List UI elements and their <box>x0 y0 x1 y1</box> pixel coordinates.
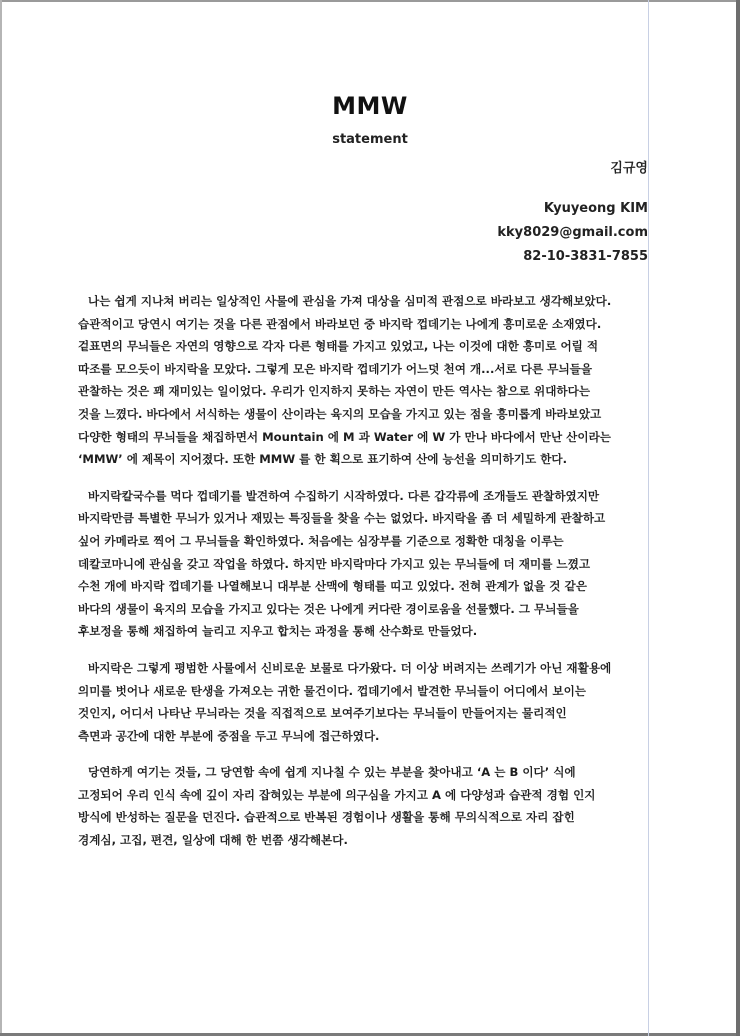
paragraph-line: 습관적이고 당연시 여기는 것을 다른 관점에서 바라보던 중 바지락 껍데기는 나에게 흥미로운 소재였다. <box>78 316 602 331</box>
paragraph-line: 후보정을 통해 채집하여 늘리고 지우고 합치는 과정을 통해 산수화로 만들었다. <box>78 624 478 639</box>
paragraph-line: 싶어 카메라로 찍어 그 무늬들을 확인하였다. 처음에는 심장부를 기준으로 정확한 대칭을 이루는 <box>78 533 564 548</box>
author-info <box>497 162 648 274</box>
paragraph-line: 측면과 공간에 대한 부분에 중점을 두고 무늬에 접근하였다. <box>78 728 380 743</box>
paragraph-line: 당연하게 여기는 것들, 그 당연함 속에 쉽게 지나칠 수 있는 부분을 찾아내고 ‘A 는 B 이다’ 식에 <box>88 765 576 780</box>
statement-paragraph <box>78 761 658 851</box>
paragraph-line: 다양한 형태의 무늬들을 채집하면서 Mountain 에 M 과 Water 에 W 가 만나 바다에서 만난 산이라는 <box>78 429 611 444</box>
paragraph-line: 고정되어 우리 인식 속에 깊이 자리 잡혀있는 부분에 의구심을 가지고 A 에 다양성과 습관적 경험 인지 <box>78 787 596 802</box>
paragraph-line: 나는 쉽게 지나쳐 버리는 일상적인 사물에 관심을 가져 대상을 심미적 관점으로 바라보고 생각해보았다. <box>88 294 612 308</box>
statement-paragraph <box>78 290 658 471</box>
paragraph-line: 바지락칼국수를 먹다 껍데기를 발견하여 수집하기 시작하였다. 다른 갑각류에 조개들도 관찰하였지만 <box>88 488 600 503</box>
paragraph-line: 따조를 모으듯이 바지락을 모았다. 그렇게 모은 바지락 껍데기가 어느덧 천여 개...서로 다른 무늬들을 <box>78 361 593 376</box>
page-edge-top <box>0 0 740 2</box>
statement-paragraph <box>78 485 658 643</box>
paragraph-line: 바지락은 그렇게 평범한 사물에서 신비로운 보물로 다가왔다. 더 이상 버려지는 쓰레기가 아닌 재활용에 <box>88 660 612 675</box>
paragraph-line: 경계심, 고집, 편견, 일상에 대해 한 번쯤 생각해본다. <box>78 833 348 848</box>
paragraph-line: 것을 느꼈다. 바다에서 서식하는 생물이 산이라는 육지의 모습을 가지고 있는 점을 흥미롭게 바라보았고 <box>78 406 602 421</box>
paragraph-line: 방식에 반성하는 질문을 던진다. 습관적으로 반복된 경험이나 생활을 통해 무의식적으로 자리 잡힌 <box>78 810 575 825</box>
paragraph-line: 겉표면의 무늬들은 자연의 영향으로 각자 다른 형태를 가지고 있었고, 나는 이것에 대한 흥미로 어릴 적 <box>78 339 599 354</box>
statement-body <box>78 290 658 866</box>
author-phone: 82-10-3831-7855 <box>523 249 648 264</box>
document-title: MMW <box>332 92 408 120</box>
paragraph-line: 수천 개에 바지락 껍데기를 나열해보니 대부분 산맥에 형태를 띠고 있었다. 전혀 관계가 없을 것 같은 <box>78 579 587 594</box>
paragraph-line: 데칼코마니에 관심을 갖고 작업을 하였다. 하지만 바지락마다 가지고 있는 무늬들에 더 재미를 느꼈고 <box>78 556 591 571</box>
paragraph-line: 것인지, 어디서 나타난 무늬라는 것을 직접적으로 보여주기보다는 무늬들이 만들어지는 물리적인 <box>78 706 567 721</box>
page-edge-right <box>736 0 740 1036</box>
paragraph-line: 바지락만큼 특별한 무늬가 있거나 재밌는 특징들을 찾을 수는 없었다. 바지락을 좀 더 세밀하게 관찰하고 <box>78 511 606 526</box>
author-name-english: Kyuyeong KIM <box>543 201 648 216</box>
paragraph-line: 관찰하는 것은 꽤 재미있는 일이었다. 우리가 인지하지 못하는 자연이 만든 역사는 참으로 위대하다는 <box>78 384 591 399</box>
paragraph-line: 의미를 벗어나 새로운 탄생을 가져오는 귀한 물건이다. 껍데기에서 발견한 무늬들이 어디에서 보이는 <box>78 683 586 698</box>
document-subtitle: statement <box>332 132 408 147</box>
author-name-korean: 김규영 <box>610 161 648 176</box>
statement-paragraph <box>78 657 658 747</box>
paragraph-line: 바다의 생물이 육지의 모습을 가지고 있다는 것은 나에게 커다란 경이로움을 선물했다. 그 무늬들을 <box>78 601 579 616</box>
author-email: kky8029@gmail.com <box>497 225 648 240</box>
page-edge-left <box>0 0 2 1036</box>
paragraph-line: ‘MMW’ 에 제목이 지어졌다. 또한 MMW 를 한 획으로 표기하여 산에 능선을 의미하기도 한다. <box>78 452 568 467</box>
